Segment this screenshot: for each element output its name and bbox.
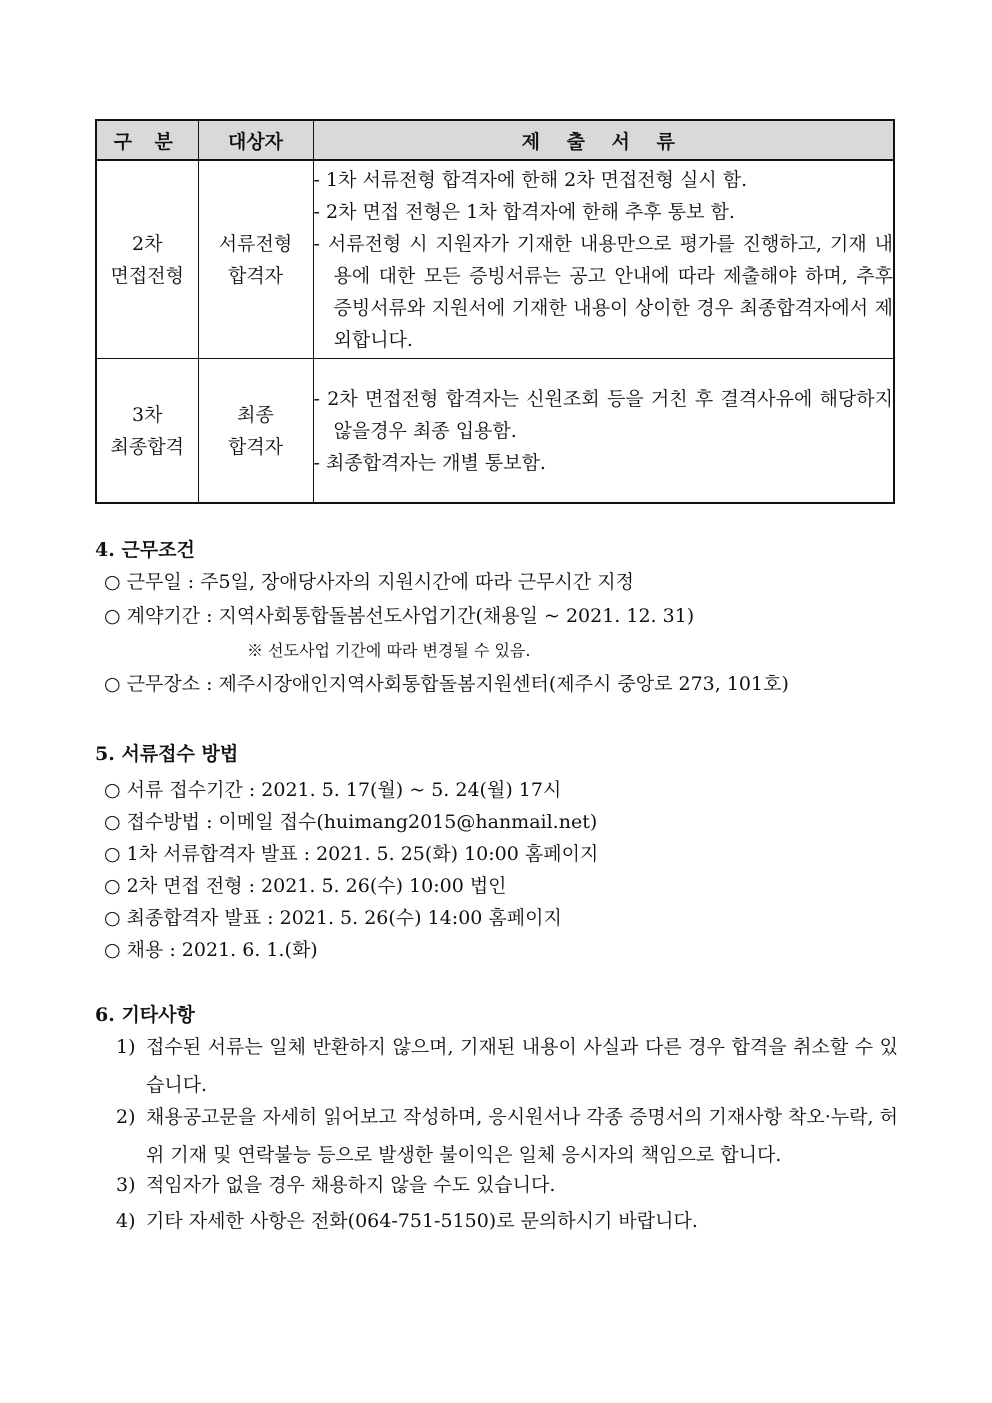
table-header-row	[96, 120, 894, 160]
category-line: 면접전형	[110, 264, 184, 287]
list-item: ○ 2차 면접 전형 : 2021. 5. 26(수) 10:00 법인	[104, 875, 507, 897]
table-row	[96, 359, 894, 504]
category-line: 3차	[132, 403, 163, 426]
item-number: 2)	[116, 1106, 136, 1128]
header-category: 구 분	[96, 120, 198, 160]
header-documents: 제 출 서 류	[313, 120, 894, 160]
list-item: - 서류전형 시 지원자가 기재한 내용만으로 평가를 진행하고, 기재 내용에 대한 모든 증빙서류는 공고 안내에 따라 제출해야 하며, 추후 증빙서류와 지원서에 기재한 내용이 상이한 경우 최종합격자에서 제외합니다.	[313, 232, 893, 351]
list-item: ○ 근무장소 : 제주시장애인지역사회통합돌봄지원센터(제주시 중앙로 273, 101호)	[104, 673, 789, 695]
item-text: 채용공고문을 자세히 읽어보고 작성하며, 응시원서나 각종 증명서의 기재사항 착오·누락, 허위 기재 및 연락불능 등으로 발생한 불이익은 일체 응시자의 책임으로 합니다.	[146, 1106, 898, 1166]
list-item: - 2차 면접 전형은 1차 합격자에 한해 추후 통보 함.	[313, 200, 735, 223]
list-item: ○ 채용 : 2021. 6. 1.(화)	[104, 939, 318, 961]
category-cell	[96, 160, 198, 359]
target-line: 합격자	[227, 264, 284, 287]
item-text: 접수된 서류는 일체 반환하지 않으며, 기재된 내용이 사실과 다른 경우 합격을 취소할 수 있습니다.	[146, 1036, 898, 1096]
target-line: 최종	[237, 403, 274, 426]
section-title: 6. 기타사항	[95, 1004, 195, 1026]
list-item: - 최종합격자는 개별 통보함.	[313, 451, 546, 474]
list-item	[116, 1166, 898, 1204]
list-item	[116, 1028, 898, 1104]
list-item: ○ 최종합격자 발표 : 2021. 5. 26(수) 14:00 홈페이지	[104, 907, 562, 929]
target-cell	[198, 160, 313, 359]
section-title: 4. 근무조건	[95, 539, 195, 561]
list-item: - 1차 서류전형 합격자에 한해 2차 면접전형 실시 함.	[313, 168, 748, 191]
item-number: 4)	[116, 1210, 136, 1232]
list-item: ○ 접수방법 : 이메일 접수(huimang2015@hanmail.net)	[104, 811, 598, 833]
item-number: 3)	[116, 1174, 136, 1196]
list-item: ○ 계약기간 : 지역사회통합돌봄선도사업기간(채용일 ~ 2021. 12. 31)	[104, 605, 695, 627]
category-line: 2차	[132, 232, 163, 255]
target-line: 합격자	[227, 435, 284, 458]
category-cell	[96, 359, 198, 504]
item-number: 1)	[116, 1036, 136, 1058]
list-item: - 2차 면접전형 합격자는 신원조회 등을 거친 후 결격사유에 해당하지 않을경우 최종 입용함.	[313, 387, 893, 442]
list-item	[116, 1098, 898, 1174]
note-text: ※ 선도사업 기간에 따라 변경될 수 있음.	[247, 641, 531, 660]
target-line: 서류전형	[218, 232, 293, 255]
list-item	[116, 1202, 898, 1240]
table-row	[96, 160, 894, 359]
documents-cell	[313, 160, 894, 359]
documents-cell	[313, 359, 894, 504]
target-cell	[198, 359, 313, 504]
list-item: ○ 근무일 : 주5일, 장애당사자의 지원시간에 따라 근무시간 지정	[104, 571, 634, 593]
item-text: 적임자가 없을 경우 채용하지 않을 수도 있습니다.	[146, 1174, 556, 1196]
documents-table	[95, 119, 895, 504]
section-title: 5. 서류접수 방법	[95, 743, 239, 765]
category-line: 최종합격	[110, 435, 184, 458]
item-text: 기타 자세한 사항은 전화(064-751-5150)로 문의하시기 바랍니다.	[146, 1210, 698, 1232]
list-item: ○ 서류 접수기간 : 2021. 5. 17(월) ~ 5. 24(월) 17시	[104, 779, 562, 801]
header-target: 대상자	[198, 120, 313, 160]
list-item: ○ 1차 서류합격자 발표 : 2021. 5. 25(화) 10:00 홈페이지	[104, 843, 599, 865]
